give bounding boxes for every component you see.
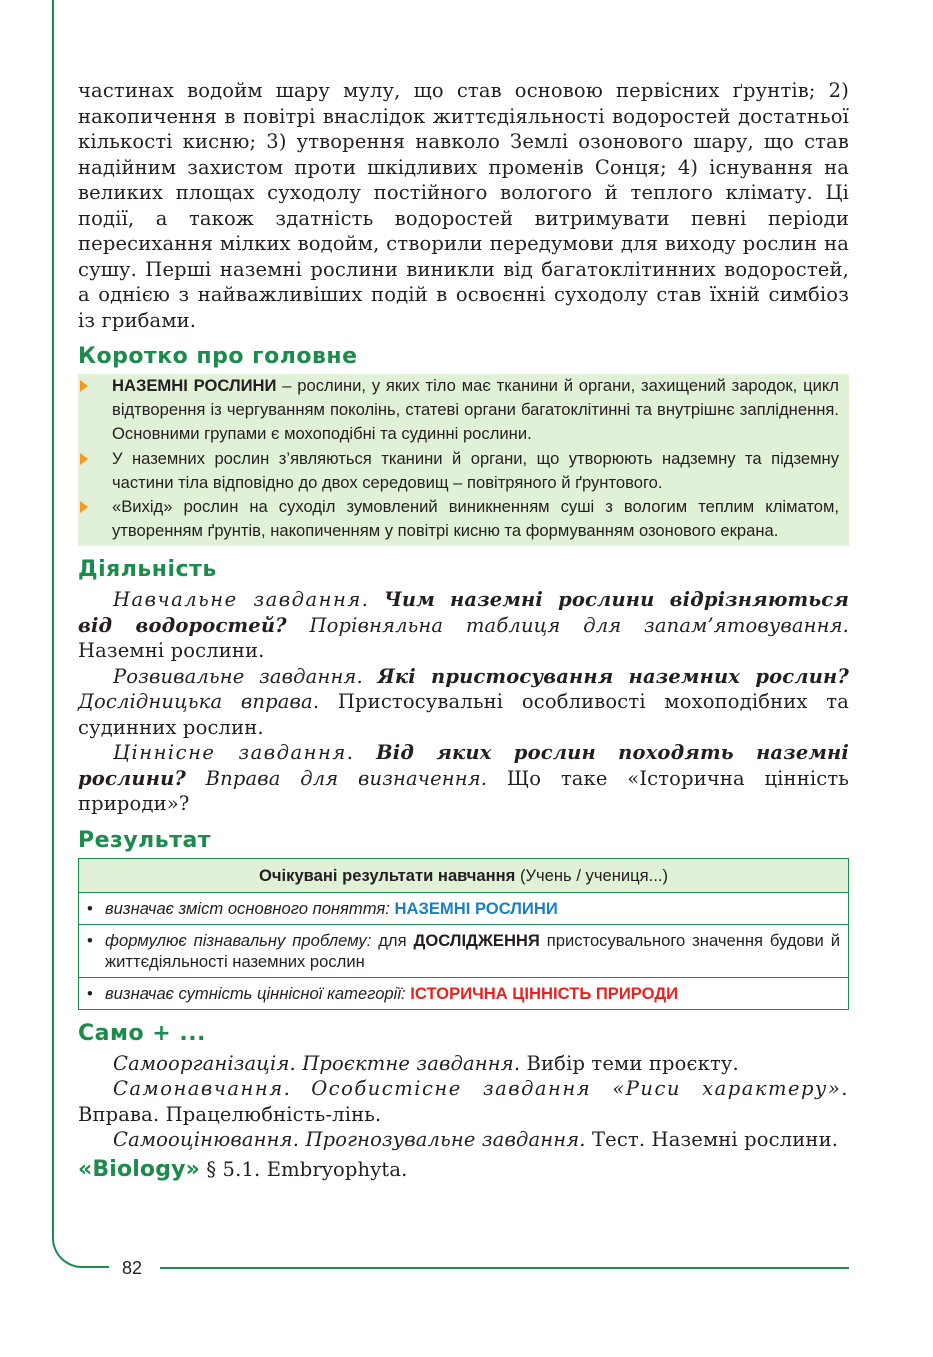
results-table-header — [79, 859, 848, 892]
self-heading: Само + ... — [78, 1020, 206, 1046]
task-label: Розвивальне завдання. — [113, 664, 363, 688]
activity-task-2 — [78, 664, 849, 741]
arrow-bullet-icon — [80, 380, 88, 392]
summary-text: У наземних рослин з’являються тканини й органи, що утворюють надземну та підземну частини тіла відповідно до двох середовищ – повітряного й ґрунтового. — [112, 448, 839, 492]
self-item-3 — [78, 1127, 849, 1153]
task-question: Від яких рослин походять наземні рослини? — [78, 741, 849, 790]
self-text: Вибір теми проєкту. — [526, 1051, 739, 1075]
results-table — [78, 858, 849, 1010]
arrow-bullet-icon — [80, 453, 88, 465]
table-row — [79, 977, 848, 1009]
summary-heading: Коротко про головне — [78, 344, 358, 369]
self-label: Самооцінювання. — [113, 1128, 300, 1152]
footer-line — [160, 1267, 849, 1269]
self-type: Прогнозувальне завдання. — [305, 1128, 586, 1152]
task-topic: . Пристосувальні особливості мохоподібних та судинних рослин. — [78, 690, 849, 739]
task-topic: Наземні рослини. — [78, 639, 265, 663]
bullet: • — [87, 930, 93, 950]
table-row — [79, 892, 848, 924]
header-bold: Очікувані результати навчання — [259, 865, 516, 885]
table-row — [79, 924, 848, 977]
biology-label: «Biology» — [78, 1156, 200, 1182]
page-content — [78, 78, 849, 1182]
task-topic: Що таке «Історична цінність природи»? — [78, 766, 850, 816]
summary-item — [112, 374, 839, 447]
activity-task-1 — [78, 587, 849, 664]
row-term: ДОСЛІДЖЕННЯ — [413, 930, 540, 950]
task-type: Порівняльна таблиця для запам’ятовування. — [309, 613, 849, 637]
summary-text: «Вихід» рослин на суходіл зумовлений виникненням суші з вологим теплим кліматом, утворенням ґрунтів, накопиченням у повітрі кисню та формуванням озонового екрана. — [112, 497, 839, 541]
summary-item — [112, 495, 839, 543]
summary-box — [78, 374, 849, 546]
task-question: Чим наземні рослини відрізняються від водоростей? — [78, 588, 849, 637]
activity-heading: Діяльність — [78, 557, 217, 583]
self-label: Самонавчання. — [113, 1077, 292, 1101]
biology-reference — [78, 1157, 849, 1183]
summary-term: НАЗЕМНІ РОСЛИНИ — [112, 376, 277, 395]
summary-text: – рослини, у яких тіло має тканини й органи, захищений зародок, цикл відтворення із чергуванням поколінь, статеві органи багатоклітинні та внутрішнє запліднення. Основними групами є мохоподібні та судинні рослини. — [112, 376, 839, 444]
self-item-2 — [78, 1076, 849, 1127]
bullet: • — [87, 898, 93, 918]
row-pre: для — [371, 930, 414, 950]
row-term: НАЗЕМНІ РОСЛИНИ — [394, 898, 558, 918]
row-italic: формулює пізнавальну проблему: — [105, 930, 372, 950]
self-label: Самоорганізація. — [113, 1051, 296, 1075]
task-type: Дослідницька вправа — [78, 690, 313, 714]
intro-paragraph: частинах водойм шару мулу, що став основою первісних ґрунтів; 2) накопичення в повітрі внаслідок життєдіяльності водоростей достатньої кількості кисню; 3) утворення навколо Землі озонового шару, що став надійним захистом проти шкідливих променів Сонця; 4) існування на великих площах суходолу постійного вологого й теплого клімату. Ці події, а також здатність водоростей витримувати певні періоди пересихання мілких водойм, створили передумови для виходу рослин на сушу. Перші наземні рослини виникли від багатоклітинних водоростей, а однією з найважливіших подій в освоєнні суходолу став їхній симбіоз із грибами. — [78, 79, 849, 332]
self-type: Особистісне завдання «Риси характеру». — [311, 1077, 849, 1101]
summary-item — [112, 447, 839, 495]
self-item-1 — [78, 1051, 849, 1077]
self-type: Проєктне завдання. — [302, 1051, 521, 1075]
task-question: Які пристосування наземних рослин? — [377, 664, 849, 688]
bullet: • — [87, 983, 93, 1003]
row-italic: визначає зміст основного поняття: — [105, 898, 390, 918]
row-italic: визначає сутність ціннісної категорії: — [105, 983, 406, 1003]
activity-task-3 — [78, 740, 849, 817]
self-text: Вправа. Працелюбність-лінь. — [78, 1102, 382, 1126]
biology-text: § 5.1. Embryophyta. — [206, 1157, 408, 1181]
row-rest: пристосувального значення будови й життєдіяльності наземних рослин — [105, 930, 840, 971]
self-text: Тест. Наземні рослини. — [592, 1128, 839, 1152]
header-rest: (Учень / учениця...) — [515, 865, 668, 885]
task-label: Навчальне завдання. — [113, 588, 370, 612]
task-type: Вправа для визначення. — [205, 766, 488, 790]
page-number: 82 — [109, 1258, 155, 1280]
row-term: ІСТОРИЧНА ЦІННІСТЬ ПРИРОДИ — [410, 983, 679, 1003]
arrow-bullet-icon — [80, 501, 88, 513]
task-label: Ціннісне завдання. — [113, 741, 355, 765]
result-heading: Результат — [78, 827, 212, 853]
